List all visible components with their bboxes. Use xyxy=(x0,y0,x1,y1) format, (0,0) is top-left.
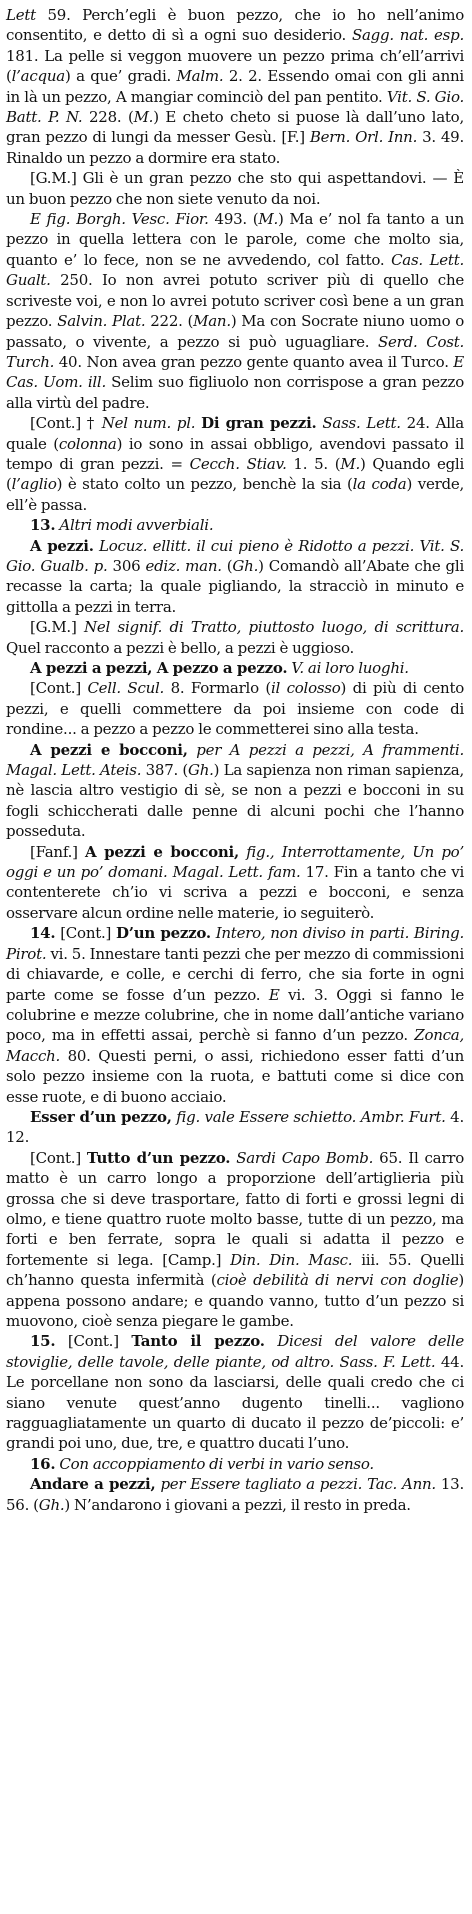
entry-paragraph: [G.M.] Nel signif. di Tratto, piuttosto luogo, di scrittura. Quel racconto a pezzi è bello, a pezzi è uggioso. xyxy=(6,618,464,657)
entry-paragraph: A pezzi a pezzi, A pezzo a pezzo. V. ai loro luoghi. xyxy=(30,659,409,677)
entry-paragraph: [G.M.] Gli è un gran pezzo che sto qui aspettandovi. — È un buon pezzo che non siete venuto da noi. xyxy=(6,169,464,208)
entry-paragraph: Andare a pezzi, per Essere tagliato a pezzi. Tac. Ann. 13. 56. (Gh.) N’andarono i giovani a pezzi, il resto in preda. xyxy=(6,1475,464,1514)
entry-paragraph: [Cont.] † Nel num. pl. Di gran pezzi. Sass. Lett. 24. Alla quale (colonna) io sono in assai obbligo, avendovi passato il tempo di gran pezzi. = Cecch. Stiav. 1. 5. (M.) Quando egli (l’aglio) è stato colto un pezzo, benchè la sia (la coda) verde, ell’è passa. xyxy=(6,414,465,514)
entry-paragraph: [Fanf.] A pezzi e bocconi, fig., Interrottamente, Un po’ oggi e un po’ domani. Magal. Lett. fam. 17. Fin a tanto che vi contenterete ch’io vi scriva a pezzi e bocconi, e senza osservare alcun ordine nelle materie, io seguiterò. xyxy=(6,842,465,922)
entry-paragraph: 15. [Cont.] Tanto il pezzo. Dicesi del valore delle stoviglie, delle tavole, delle piante, od altro. Sass. F. Lett. 44. Le porcellane non sono da lasciarsi, delle quali credo che ci siano venute quest’anno dugento tinelli... vagliono ragguagliatamente un quarto di ducato il pezzo de’piccoli: e’ grandi poi uno, due, tre, e quattro ducati l’uno. xyxy=(6,1332,464,1453)
entry-paragraph: Esser d’un pezzo, fig. vale Essere schietto. Ambr. Furt. 4. 12. xyxy=(6,1107,464,1147)
entry-paragraph: [Cont.] Cell. Scul. 8. Formarlo (il colosso) di più di cento pezzi, e quelli commettere da poi insieme con code di rondine... a pezzo a pezzo le commetterei sino alla testa. xyxy=(6,679,465,739)
entry-paragraph: [Cont.] Tutto d’un pezzo. Sardi Capo Bomb. 65. Il carro matto è un carro longo a proporzione dell’artiglieria più grossa che si deve trasportare, fatto di forti e grossi legni di olmo, e tiene quattro ruote molto basse, tutte di un pezzo, ma forti e ben ferrate, sopra le quali si adatta il pezzo e fortemente si lega. [Camp.] Din. Din. Masc. iii. 55. Quelli ch’hanno questa infermità (cioè debilità di nervi con doglie) appena possono andare; e quando vanno, tutto d’un pezzo si muovono, cioè senza piegare le gambe. xyxy=(6,1148,464,1330)
entry-paragraph: A pezzi e bocconi, per A pezzi a pezzi, A frammenti. Magal. Lett. Ateis. 387. (Gh.) La sapienza non riman sapienza, nè lascia altro vestigio di sè, se non a pezzi e bocconi in su fogli schiccherati dalle penne di alcuni pochi che l’hanno posseduta. xyxy=(6,740,464,841)
entry-paragraph: Lett 59. Perch’egli è buon pezzo, che io ho nell’animo consentito, e detto di sì a ogni suo desiderio. Sagg. nat. esp. 181. La pelle si veggon muovere un pezzo prima ch’ell’arrivi (l’acqua) a que’ gradi. Malm. 2. 2. Essendo omai con gli anni in là un pezzo, A mangiar cominciò del pan pentito. Vit. S. Gio. Batt. P. N. 228. (M.) E cheto cheto si puose là dall’uno lato, gran pezzo di lungi da messer Gesù. [F.] Bern. Orl. Inn. 3. 49. Rinaldo un pezzo a dormire era stato. xyxy=(6,6,464,167)
entry-paragraph: 14. [Cont.] D’un pezzo. Intero, non diviso in parti. Biring. Pirot. vi. 5. Innestare tanti pezzi che per mezzo di commissioni di chiavarde, e colle, e cerchi di ferro, che sia forte in ogni parte come se fosse d’un pezzo. E vi. 3. Oggi si fanno le colubrine e mezze colubrine, che in nome dall’antiche variano poco, ma in effetti assai, perchè si fanno d’un pezzo. Zonca, Macch. 80. Questi perni, o assi, richiedono esser fatti d’un solo pezzo insieme con la ruota, e battuti come si dice con esse ruote, e di buono acciaio. xyxy=(6,924,464,1106)
entry-paragraph: E fig. Borgh. Vesc. Fior. 493. (M.) Ma e’ nol fa tanto a un pezzo in quella lettera con le parole, come che molto sia, quanto e’ lo fece, non se ne avvedendo, col fatto. Cas. Lett. Gualt. 250. Io non avrei potuto scriver più di quello che scriveste voi, e non lo avrei potuto scriver così bene a un gran pezzo. Salvin. Plat. 222. (Man.) Ma con Socrate niuno uomo o passato, o vivente, a pezzo si può uguagliare. Serd. Cost. Turch. 40. Non avea gran pezzo gente quanto avea il Turco. E Cas. Uom. ill. Selim suo figliuolo non corrispose a gran pezzo alla virtù del padre. xyxy=(6,210,464,412)
entry-paragraph: 16. Con accoppiamento di verbi in vario senso. xyxy=(30,1454,374,1473)
entry-paragraph: A pezzi. Locuz. ellitt. il cui pieno è Ridotto a pezzi. Vit. S. Gio. Gualb. p. 306 ediz. man. (Gh.) Comandò all’Abate che gli recasse la carta; la quale pigliando, la stracciò in minuto e gittolla a pezzi in terra. xyxy=(6,536,465,616)
entry-paragraph: 13. Altri modi avverbiali. xyxy=(30,516,214,535)
